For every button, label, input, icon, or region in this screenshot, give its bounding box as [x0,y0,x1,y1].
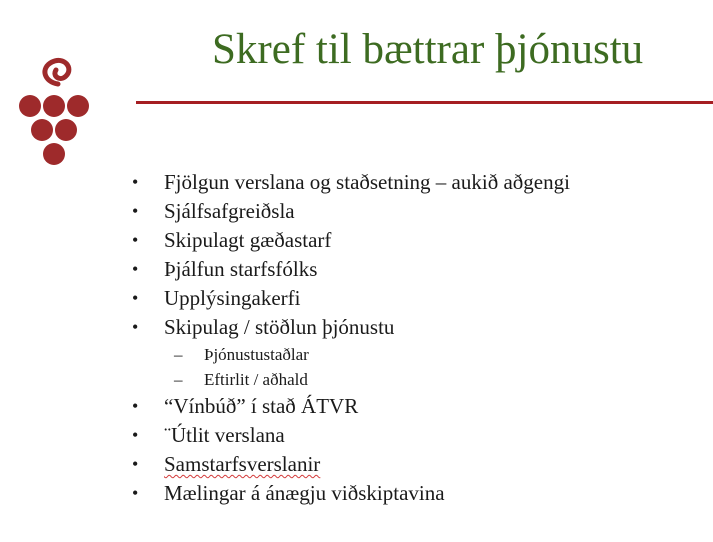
bullet-list [132,168,702,508]
bullet-dot: • [132,259,139,279]
bullet-text: ¨Útlit verslana [164,423,285,447]
bullet-text: Mælingar á ánægju viðskiptavina [164,481,445,505]
bullet-dot: • [132,425,139,445]
slide-title: Skref til bættrar þjónustu [212,26,644,73]
bullet-item [132,197,702,226]
bullet-item [132,392,702,421]
bullet-item [132,168,702,197]
sub-bullet-text: Þjónustustaðlar [204,345,309,364]
bullet-dot: • [132,483,139,503]
bullet-dot: • [132,454,139,474]
sub-bullet-text: Eftirlit / aðhald [204,370,308,389]
grape-cluster-icon [14,54,104,174]
bullet-item [132,479,702,508]
bullet-item [132,226,702,255]
sub-bullet-item [132,342,702,367]
bullet-dot: • [132,230,139,250]
bullet-text: Sjálfsafgreiðsla [164,199,295,223]
bullet-text: Samstarfsverslanir [164,452,321,476]
bullet-text: Skipulag / stöðlun þjónustu [164,315,395,339]
sub-bullet-dash: – [174,370,183,389]
bullet-item [132,284,702,313]
sub-bullet-item [132,367,702,392]
bullet-dot: • [132,396,139,416]
bullet-text: Þjálfun starfsfólks [164,257,318,281]
bullet-item [132,313,702,342]
sub-bullet-dash: – [174,345,183,364]
bullet-text: Skipulagt gæðastarf [164,228,332,252]
bullet-dot: • [132,201,139,221]
bullet-item [132,450,702,479]
bullet-dot: • [132,288,139,308]
bullet-item [132,255,702,284]
bullet-text: Fjölgun verslana og staðsetning – aukið aðgengi [164,170,570,194]
bullet-text: Upplýsingakerfi [164,286,301,310]
title-divider [136,101,713,104]
bullet-text: “Vínbúð” í stað ÁTVR [164,394,359,418]
bullet-item [132,421,702,450]
bullet-dot: • [132,317,139,337]
bullet-dot: • [132,172,139,192]
